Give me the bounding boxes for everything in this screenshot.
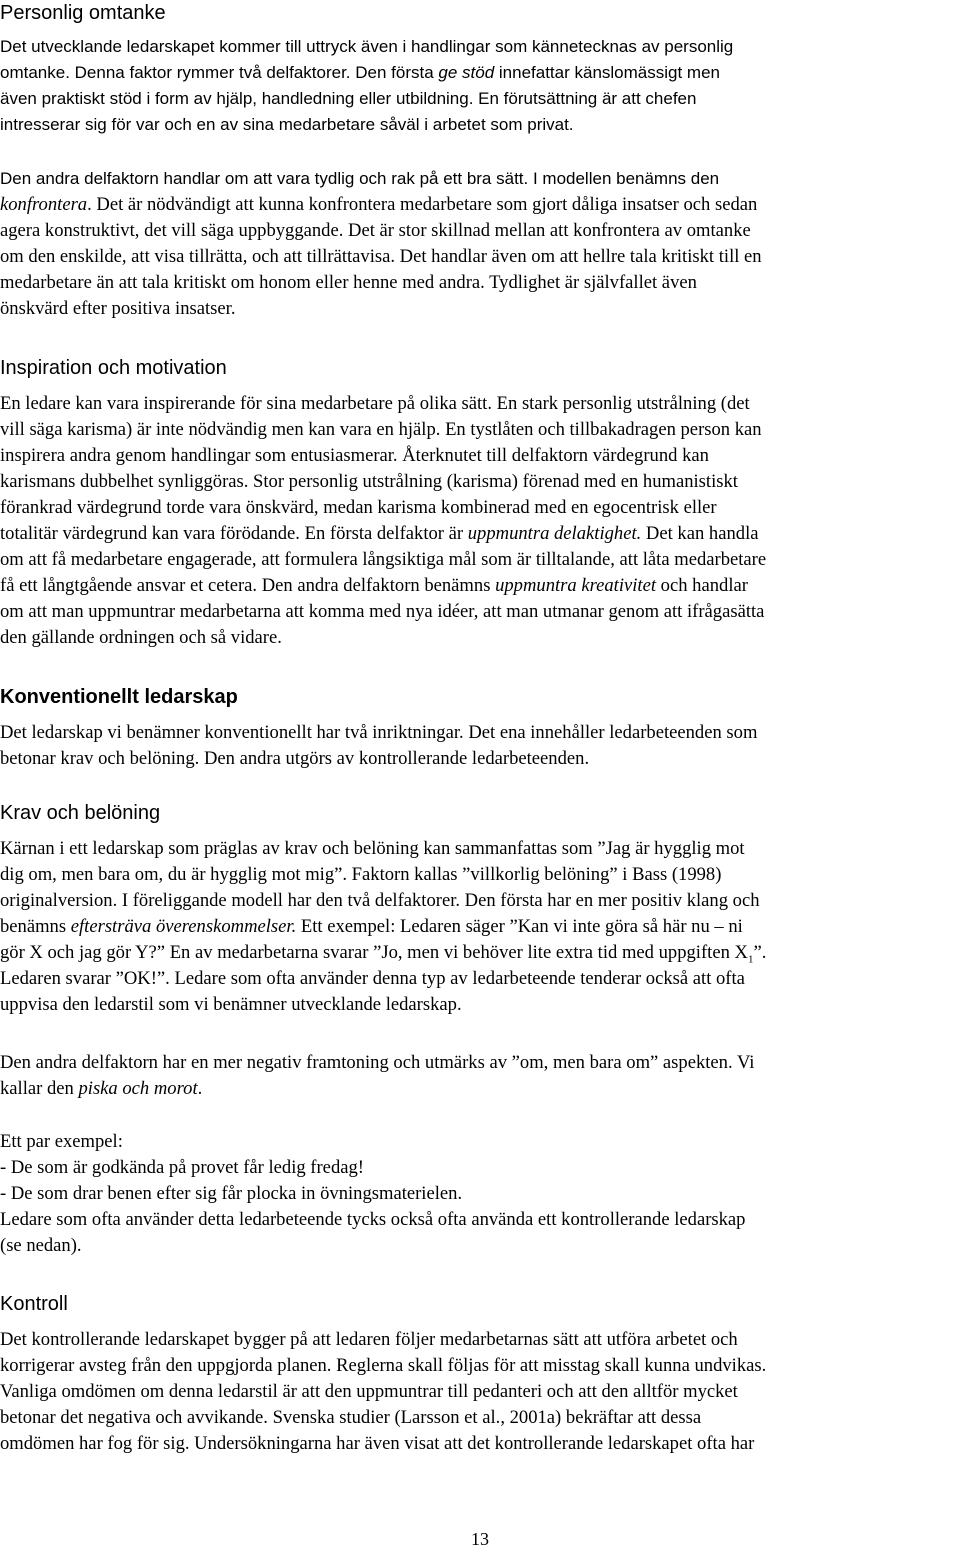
section-konventionellt-ledarskap <box>0 684 960 710</box>
italic-term: piska och morot <box>78 1078 198 1099</box>
section-heading: Kontroll <box>0 1293 68 1315</box>
italic-term: eftersträva överenskommelser. <box>70 916 297 937</box>
paragraph <box>0 166 960 322</box>
section-heading: Konventionellt ledarskap <box>0 686 238 708</box>
text-line: dig om, men bara om, du är hygglig mot mig”. Faktorn kallas ”villkorlig belöning” i Bass (1998) <box>0 864 722 885</box>
text-line: Ledare som ofta använder detta ledarbeteende tycks också ofta använda ett kontrollerande ledarskap <box>0 1209 746 1230</box>
text-line: vill säga karisma) är inte nödvändig men kan vara en hjälp. En tystlåten och tillbakadragen person kan <box>0 419 762 440</box>
paragraph <box>0 391 960 651</box>
text-line: benämns eftersträva överenskommelser. Ett exempel: Ledaren säger ”Kan vi inte göra så här nu – ni <box>0 916 743 937</box>
text-line: originalversion. I föreliggande modell har den två delfaktorer. Den första har en mer positiv klang och <box>0 890 760 911</box>
section-kontroll <box>0 1291 960 1317</box>
text-line: om den enskilde, att visa tillrätta, och att tillrättavisa. Det handlar även om att hellre tala kritiskt till en <box>0 246 762 267</box>
italic-term: konfrontera <box>0 194 88 215</box>
section-heading: Inspiration och motivation <box>0 357 227 379</box>
text-line: den gällande ordningen och så vidare. <box>0 627 282 648</box>
text-line: Kärnan i ett ledarskap som präglas av krav och belöning kan sammanfattas som ”Jag är hygglig mot <box>0 838 745 859</box>
section-inspiration-och-motivation <box>0 355 960 381</box>
text-line: totalitär värdegrund kan vara förödande. En första delfaktor är uppmuntra delaktighet. Det kan handla <box>0 523 759 544</box>
text-line: kallar den piska och morot. <box>0 1078 203 1099</box>
paragraph <box>0 1129 960 1259</box>
italic-term: uppmuntra kreativitet <box>495 575 657 596</box>
text-line: Det utvecklande ledarskapet kommer till uttryck även i handlingar som kännetecknas av personlig <box>0 37 734 56</box>
paragraph <box>0 1327 960 1457</box>
text-line: Vanliga omdömen om denna ledarstil är att den uppmuntrar till pedanteri och att den alltför mycket <box>0 1381 738 1402</box>
paragraph <box>0 34 960 138</box>
page-number: 13 <box>471 1529 489 1549</box>
text-line: Det kontrollerande ledarskapet bygger på att ledaren följer medarbetarnas sätt att utföra arbetet och <box>0 1329 738 1350</box>
text-line: Ett par exempel: <box>0 1131 123 1152</box>
text-line: om att man uppmuntrar medarbetarna att komma med nya idéer, att man utmanar genom att ifrågasätta <box>0 601 765 622</box>
text-line: agera konstruktivt, det vill säga uppbyggande. Det är stor skillnad mellan att konfrontera av omtanke <box>0 220 751 241</box>
text-line: önskvärd efter positiva insatser. <box>0 298 236 319</box>
section-personlig-omtanke <box>0 0 960 26</box>
text-line: om att få medarbetare engagerade, att formulera långsiktiga mål som är tilltalande, att låta medarbetare <box>0 549 767 570</box>
text-line: Ledaren svarar ”OK!”. Ledare som ofta använder denna typ av ledarbeteende tenderar också att ofta <box>0 968 745 989</box>
text-line: - De som är godkända på provet får ledig fredag! <box>0 1157 364 1178</box>
text-line: karismans dubbelhet synliggöras. Stor personlig utstrålning (karisma) förenad med en humanistiskt <box>0 471 738 492</box>
text-line: Det ledarskap vi benämner konventionellt har två inriktningar. Det ena innehåller ledarbeteenden som <box>0 722 758 743</box>
text-line: Den andra delfaktorn har en mer negativ framtoning och utmärks av ”om, men bara om” aspekten. Vi <box>0 1052 755 1073</box>
text-line: omtanke. Denna faktor rymmer två delfaktorer. Den första ge stöd innefattar känslomässigt men <box>0 63 721 82</box>
text-line: gör X och jag gör Y?” En av medarbetarna svarar ”Jo, men vi behöver lite extra tid med uppgiften $X_1$”. <box>0 942 767 966</box>
text-line: Den andra delfaktorn handlar om att vara tydlig och rak på ett bra sätt. I modellen benämns den <box>0 169 720 188</box>
text-line: medarbetare än att tala kritiskt om honom eller henne med andra. Tydlighet är självfallet även <box>0 272 697 293</box>
italic-term: ge stöd <box>438 63 495 82</box>
text-line: inspirera andra genom handlingar som entusiasmerar. Återknutet till delfaktorn värdegrund kan <box>0 445 709 466</box>
section-krav-och-beloning <box>0 800 960 826</box>
text-line: uppvisa den ledarstil som vi benämner utvecklande ledarskap. <box>0 994 462 1015</box>
paragraph <box>0 720 960 772</box>
text-line: förankrad värdegrund torde vara önskvärd, medan karisma kombinerad med en egocentrisk eller <box>0 497 717 518</box>
text-line: få ett långtgående ansvar et cetera. Den andra delfaktorn benämns uppmuntra kreativitet och handlar <box>0 575 748 596</box>
section-heading: Krav och belöning <box>0 802 161 824</box>
text-line: - De som drar benen efter sig får plocka in övningsmaterielen. <box>0 1183 463 1204</box>
text-line: omdömen har fog för sig. Undersökningarna har även visat att det kontrollerande ledarskapet ofta har <box>0 1433 755 1454</box>
paragraph <box>0 836 960 1018</box>
italic-term: uppmuntra delaktighet. <box>467 523 642 544</box>
section-heading: Personlig omtanke <box>0 2 166 24</box>
text-line: En ledare kan vara inspirerande för sina medarbetare på olika sätt. En stark personlig utstrålning (det <box>0 393 750 414</box>
text-line: (se nedan). <box>0 1235 82 1256</box>
text-line: betonar krav och belöning. Den andra utgörs av kontrollerande ledarbeteenden. <box>0 748 590 769</box>
paragraph <box>0 1050 960 1102</box>
text-line: betonar det negativa och avvikande. Svenska studier (Larsson et al., 2001a) bekräftar att dessa <box>0 1407 702 1428</box>
text-line: även praktiskt stöd i form av hjälp, handledning eller utbildning. En förutsättning är att chefen <box>0 89 697 108</box>
text-line: intresserar sig för var och en av sina medarbetare såväl i arbetet som privat. <box>0 115 574 134</box>
subscript: 1 <box>747 953 754 966</box>
text-line: konfrontera. Det är nödvändigt att kunna konfrontera medarbetare som gjort dåliga insatser och sedan <box>0 194 758 215</box>
text-line: korrigerar avsteg från den uppgjorda planen. Reglerna skall följas för att misstag skall kunna undvikas. <box>0 1355 767 1376</box>
